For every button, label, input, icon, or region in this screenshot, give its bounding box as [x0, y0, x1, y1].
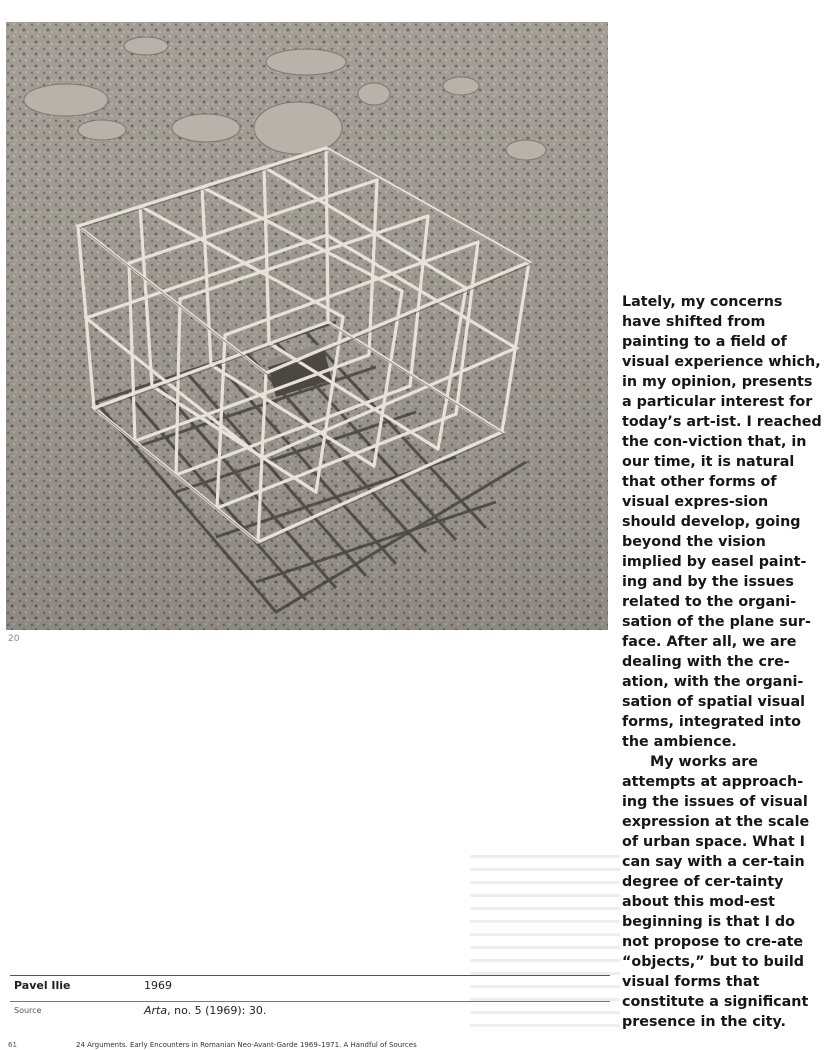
metadata-divider — [10, 1001, 610, 1002]
body-text-column — [622, 292, 822, 1032]
source-details: , no. 5 (1969): 30. — [167, 1004, 267, 1017]
source-label: Source — [14, 1006, 42, 1015]
figure-number: 20 — [8, 634, 20, 644]
body-paragraph-2: My works are attempts at approach-ing the issues of visual expression at the scale of urban space. What I can say with a cer-tain degree of cer-tainty about this mod-est beginning is that I do not propose to cre-ate “objects,” but to build visual forms that constitute a significant presence in the city. — [622, 754, 810, 1030]
running-title: 24 Arguments. Early Encounters in Romanian Neo-Avant-Garde 1969–1971. A Handful of Sources — [76, 1041, 417, 1049]
source-title: Arta — [144, 1004, 168, 1017]
artist-name: Pavel Ilie — [14, 979, 71, 992]
source-citation — [144, 1004, 266, 1017]
photo-graphic — [6, 22, 608, 630]
work-year: 1969 — [144, 979, 172, 992]
page-number: 61 — [8, 1041, 17, 1049]
sculpture-photograph — [6, 22, 608, 630]
body-paragraph-1: Lately, my concerns have shifted from painting to a field of visual experience which, in my opinion, presents a particular interest for today’s art-ist. I reached the con-viction that, in our time, it is natural that other forms of visual expres-sion should develop, going beyond the vision implied by easel paint-ing and by the issues related to the organi-sation of the plane sur-face. After all, we are dealing with the cre-ation, with the organi-sation of spatial visual forms, integrated into the ambience. — [622, 294, 822, 750]
show-through-text — [470, 855, 620, 1030]
metadata-divider — [10, 975, 610, 976]
